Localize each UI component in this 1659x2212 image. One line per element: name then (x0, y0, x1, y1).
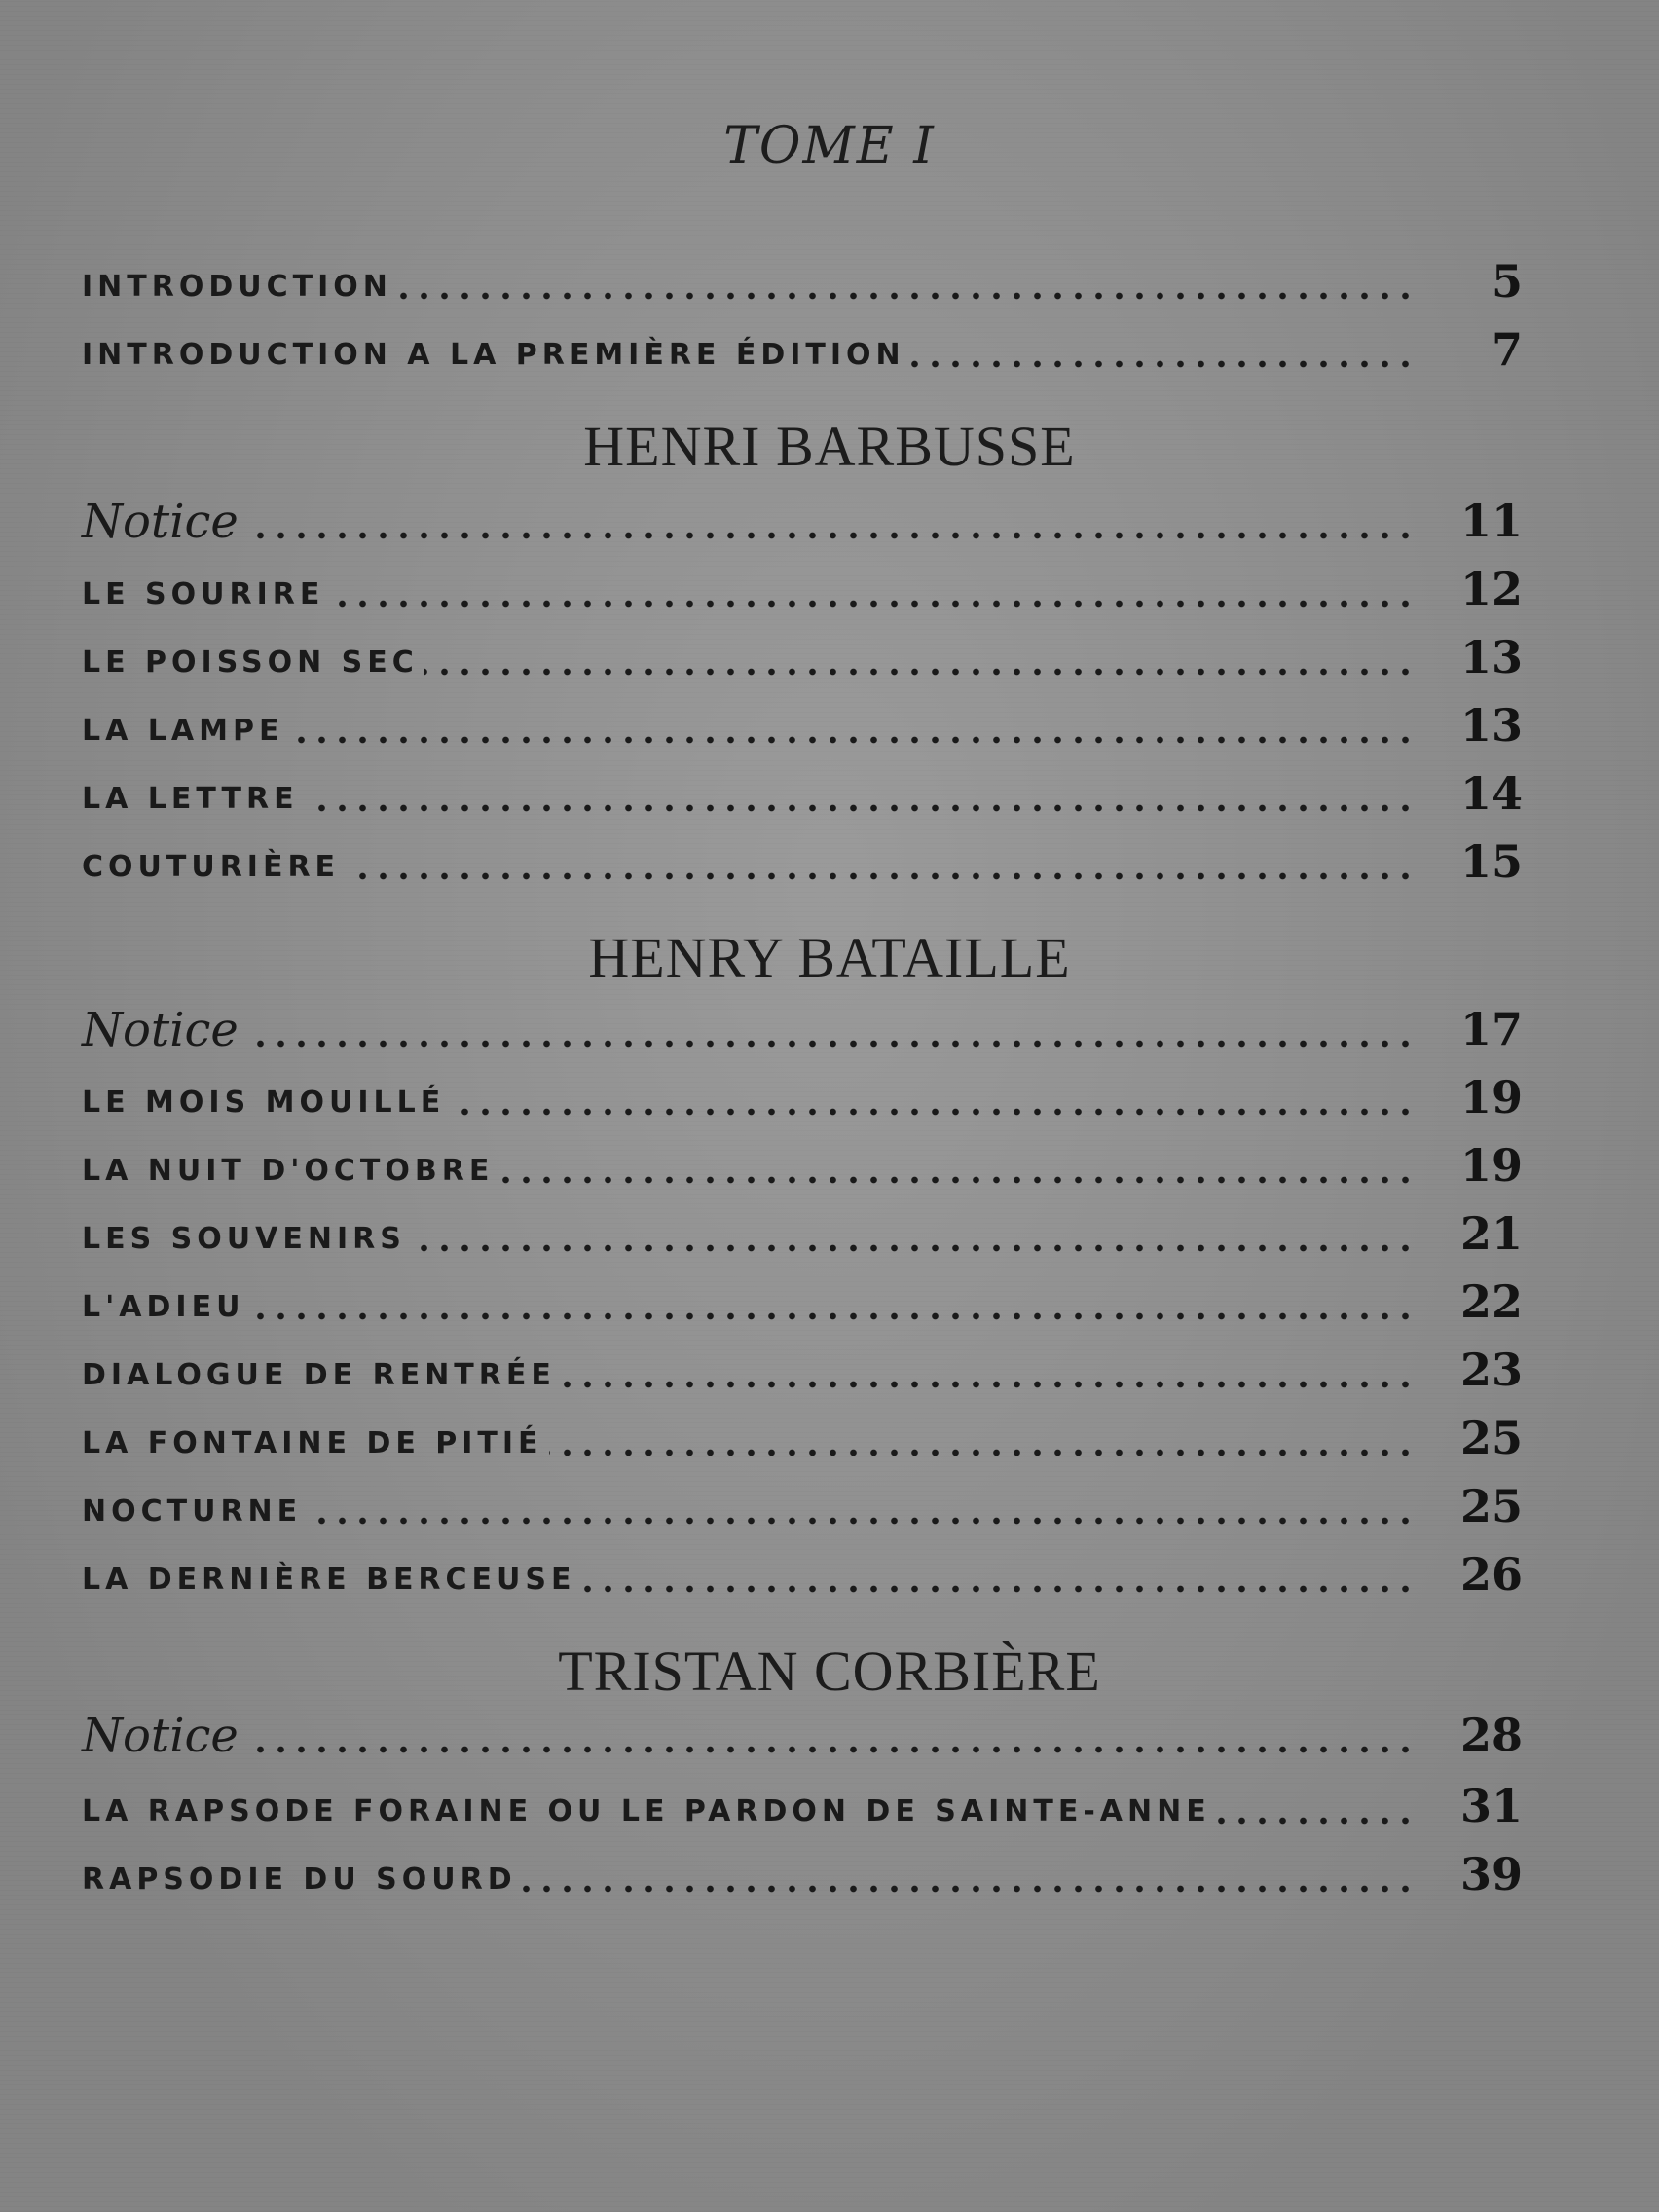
page-number: 15 (1459, 835, 1523, 888)
page-number: 13 (1459, 699, 1523, 752)
dot-leader (244, 1746, 1416, 1753)
page-number: 7 (1491, 323, 1523, 376)
toc-entry-introduction (82, 255, 1523, 313)
toc-entry (82, 631, 1523, 689)
author-heading-barbusse: HENRI BARBUSSE (583, 415, 1076, 478)
page-number: 14 (1459, 767, 1523, 820)
dot-leader (582, 1585, 1416, 1593)
entry-label: LE SOURIRE (82, 577, 325, 611)
dot-leader (911, 360, 1416, 368)
author-heading-corbiere: TRISTAN CORBIÈRE (558, 1640, 1101, 1703)
entry-label: NOCTURNE (82, 1494, 303, 1529)
entry-label: LA LAMPE (82, 714, 284, 748)
dot-leader (330, 600, 1416, 608)
dot-leader (523, 1885, 1416, 1893)
toc-entry (82, 1480, 1523, 1538)
dot-leader (549, 1449, 1416, 1456)
dot-leader (562, 1381, 1416, 1388)
author-heading-bataille: HENRY BATAILLE (588, 926, 1071, 989)
entry-label: LA FONTAINE DE PITIÉ (82, 1426, 543, 1460)
toc-entry-notice (82, 1709, 1523, 1767)
toc-entry (82, 835, 1523, 894)
entry-label: LE MOIS MOUILLÉ (82, 1086, 446, 1120)
page-number: 31 (1459, 1780, 1523, 1832)
toc-entry (82, 1207, 1523, 1266)
entry-label: LA LETTRE (82, 782, 299, 816)
page-number: 5 (1491, 255, 1523, 308)
page-number: 19 (1459, 1139, 1523, 1192)
page-number: 26 (1459, 1548, 1523, 1601)
entry-label: INTRODUCTION (82, 270, 392, 304)
tome-title: TOME I (723, 117, 936, 175)
entry-label: Notice (82, 1709, 239, 1763)
entry-label: L'ADIEU (82, 1290, 245, 1324)
dot-leader (499, 1176, 1416, 1184)
page-number: 39 (1459, 1848, 1523, 1900)
dot-leader (244, 1040, 1416, 1048)
toc-entry (82, 699, 1523, 757)
entry-label: Notice (82, 1003, 239, 1057)
dot-leader (424, 668, 1416, 676)
toc-entry (82, 1139, 1523, 1198)
toc-entry (82, 1275, 1523, 1334)
page-number: 12 (1459, 563, 1523, 615)
page-number: 13 (1459, 631, 1523, 683)
page-number: 21 (1459, 1207, 1523, 1260)
toc-entry (82, 1848, 1523, 1906)
toc-entry (82, 1344, 1523, 1402)
entry-label: COUTURIÈRE (82, 850, 341, 884)
toc-entry-introduction-premiere-edition (82, 323, 1523, 382)
page-number: 17 (1459, 1003, 1523, 1055)
toc-entry (82, 1780, 1523, 1838)
toc-entry-notice (82, 495, 1523, 553)
page-number: 22 (1459, 1275, 1523, 1328)
entry-label: LA RAPSODE FORAINE OU LE PARDON DE SAINTE-ANNE (82, 1794, 1211, 1828)
toc-entry-notice (82, 1003, 1523, 1061)
dot-leader (305, 804, 1416, 812)
dot-leader (1217, 1817, 1416, 1825)
dot-leader (398, 292, 1416, 300)
dot-leader (244, 532, 1416, 539)
page-number: 11 (1459, 495, 1523, 547)
dot-leader (250, 1312, 1416, 1320)
toc-entry (82, 1412, 1523, 1470)
page-number: 25 (1459, 1480, 1523, 1532)
toc-entry (82, 767, 1523, 826)
entry-label: INTRODUCTION A LA PREMIÈRE ÉDITION (82, 338, 905, 372)
dot-leader (412, 1244, 1416, 1252)
entry-label: RAPSODIE DU SOURD (82, 1862, 517, 1897)
dot-leader (346, 872, 1416, 880)
entry-label: LA DERNIÈRE BERCEUSE (82, 1563, 576, 1597)
entry-label: DIALOGUE DE RENTRÉE (82, 1358, 556, 1392)
entry-label: LES SOUVENIRS (82, 1222, 406, 1256)
dot-leader (308, 1517, 1416, 1525)
page-number: 23 (1459, 1344, 1523, 1396)
toc-entry (82, 1071, 1523, 1129)
toc-entry (82, 563, 1523, 621)
entry-label: LE POISSON SEC (82, 645, 419, 680)
page-number: 25 (1459, 1412, 1523, 1464)
dot-leader (451, 1108, 1416, 1116)
page-number: 19 (1459, 1071, 1523, 1124)
entry-label: Notice (82, 495, 239, 549)
toc-entry (82, 1548, 1523, 1606)
dot-leader (289, 736, 1416, 744)
page-number: 28 (1459, 1709, 1523, 1761)
entry-label: LA NUIT D'OCTOBRE (82, 1154, 495, 1188)
